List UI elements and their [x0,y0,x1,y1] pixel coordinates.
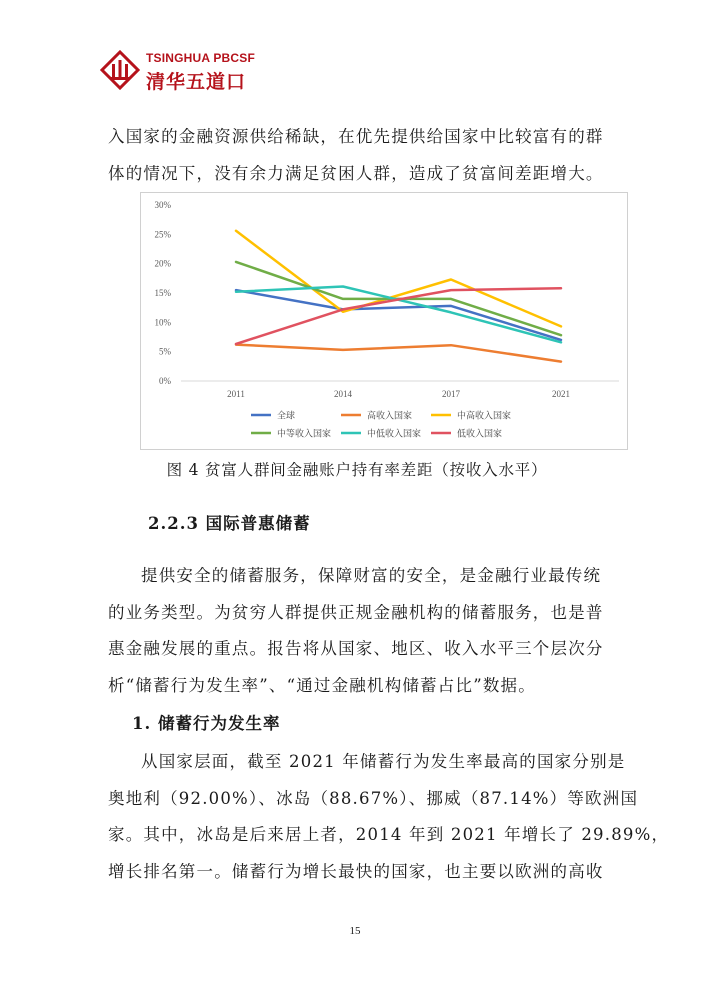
x-tick-label: 2021 [552,389,570,399]
paragraph-line: 增长排名第一。储蓄行为增长最快的国家，也主要以欧洲的高收 [108,861,604,881]
logo-english-text: TSINGHUA PBCSF [146,51,256,65]
paragraph-middle [108,558,606,704]
header-logo [100,48,270,94]
logo-mark-icon [100,50,140,90]
legend-label: 低收入国家 [457,429,503,440]
figure-caption: 图 4 贫富人群间金融账户持有率差距（按收入水平） [166,461,548,479]
x-tick-label: 2017 [442,389,460,399]
line-chart [140,192,628,450]
series-line [236,288,561,344]
y-tick-label: 15% [154,288,171,298]
legend-label: 中高收入国家 [457,411,512,422]
y-tick-label: 5% [159,346,171,357]
series-line [236,290,561,340]
paragraph-line: 家。其中，冰岛是后来居上者，2014 年到 2021 年增长了 29.89%， [108,825,670,844]
paragraph-line: 入国家的金融资源供给稀缺，在优先提供给国家中比较富有的群 [108,127,604,146]
paragraph-line: 的业务类型。为贫穷人群提供正规金融机构的储蓄服务，也是普 [108,602,604,622]
x-tick-label: 2011 [227,389,245,399]
legend-label: 中等收入国家 [277,429,332,440]
section-heading: 2.2.3 国际普惠储蓄 [148,514,311,533]
chart-canvas [141,193,627,449]
legend-label: 全球 [277,411,296,422]
legend-label: 高收入国家 [367,411,413,422]
logo-chinese-text: 清华五道口 [146,71,247,93]
paragraph-bottom [108,744,670,890]
y-tick-label: 10% [154,317,171,328]
paragraph-line: 奥地利（92.00%）、冰岛（88.67%）、挪威（87.14%）等欧洲国 [108,788,639,808]
x-tick-label: 2014 [334,389,352,399]
page-number: 15 [349,925,361,937]
y-tick-label: 0% [159,376,171,386]
paragraph-top [108,119,606,192]
paragraph-line: 提供安全的储蓄服务，保障财富的安全，是金融行业最传统 [141,566,602,585]
y-tick-label: 30% [154,200,171,210]
paragraph-line: 析“储蓄行为发生率”、“通过金融机构储蓄占比”数据。 [108,675,536,695]
series-line [236,345,561,362]
legend-label: 中低收入国家 [367,429,422,440]
paragraph-line: 从国家层面，截至 2021 年储蓄行为发生率最高的国家分别是 [141,752,626,771]
subheading: 1. 储蓄行为发生率 [132,714,281,733]
y-tick-label: 20% [154,258,171,269]
y-tick-label: 25% [154,229,171,240]
paragraph-line: 体的情况下，没有余力满足贫困人群，造成了贫富间差距增大。 [108,163,604,183]
paragraph-line: 惠金融发展的重点。报告将从国家、地区、收入水平三个层次分 [108,639,604,658]
